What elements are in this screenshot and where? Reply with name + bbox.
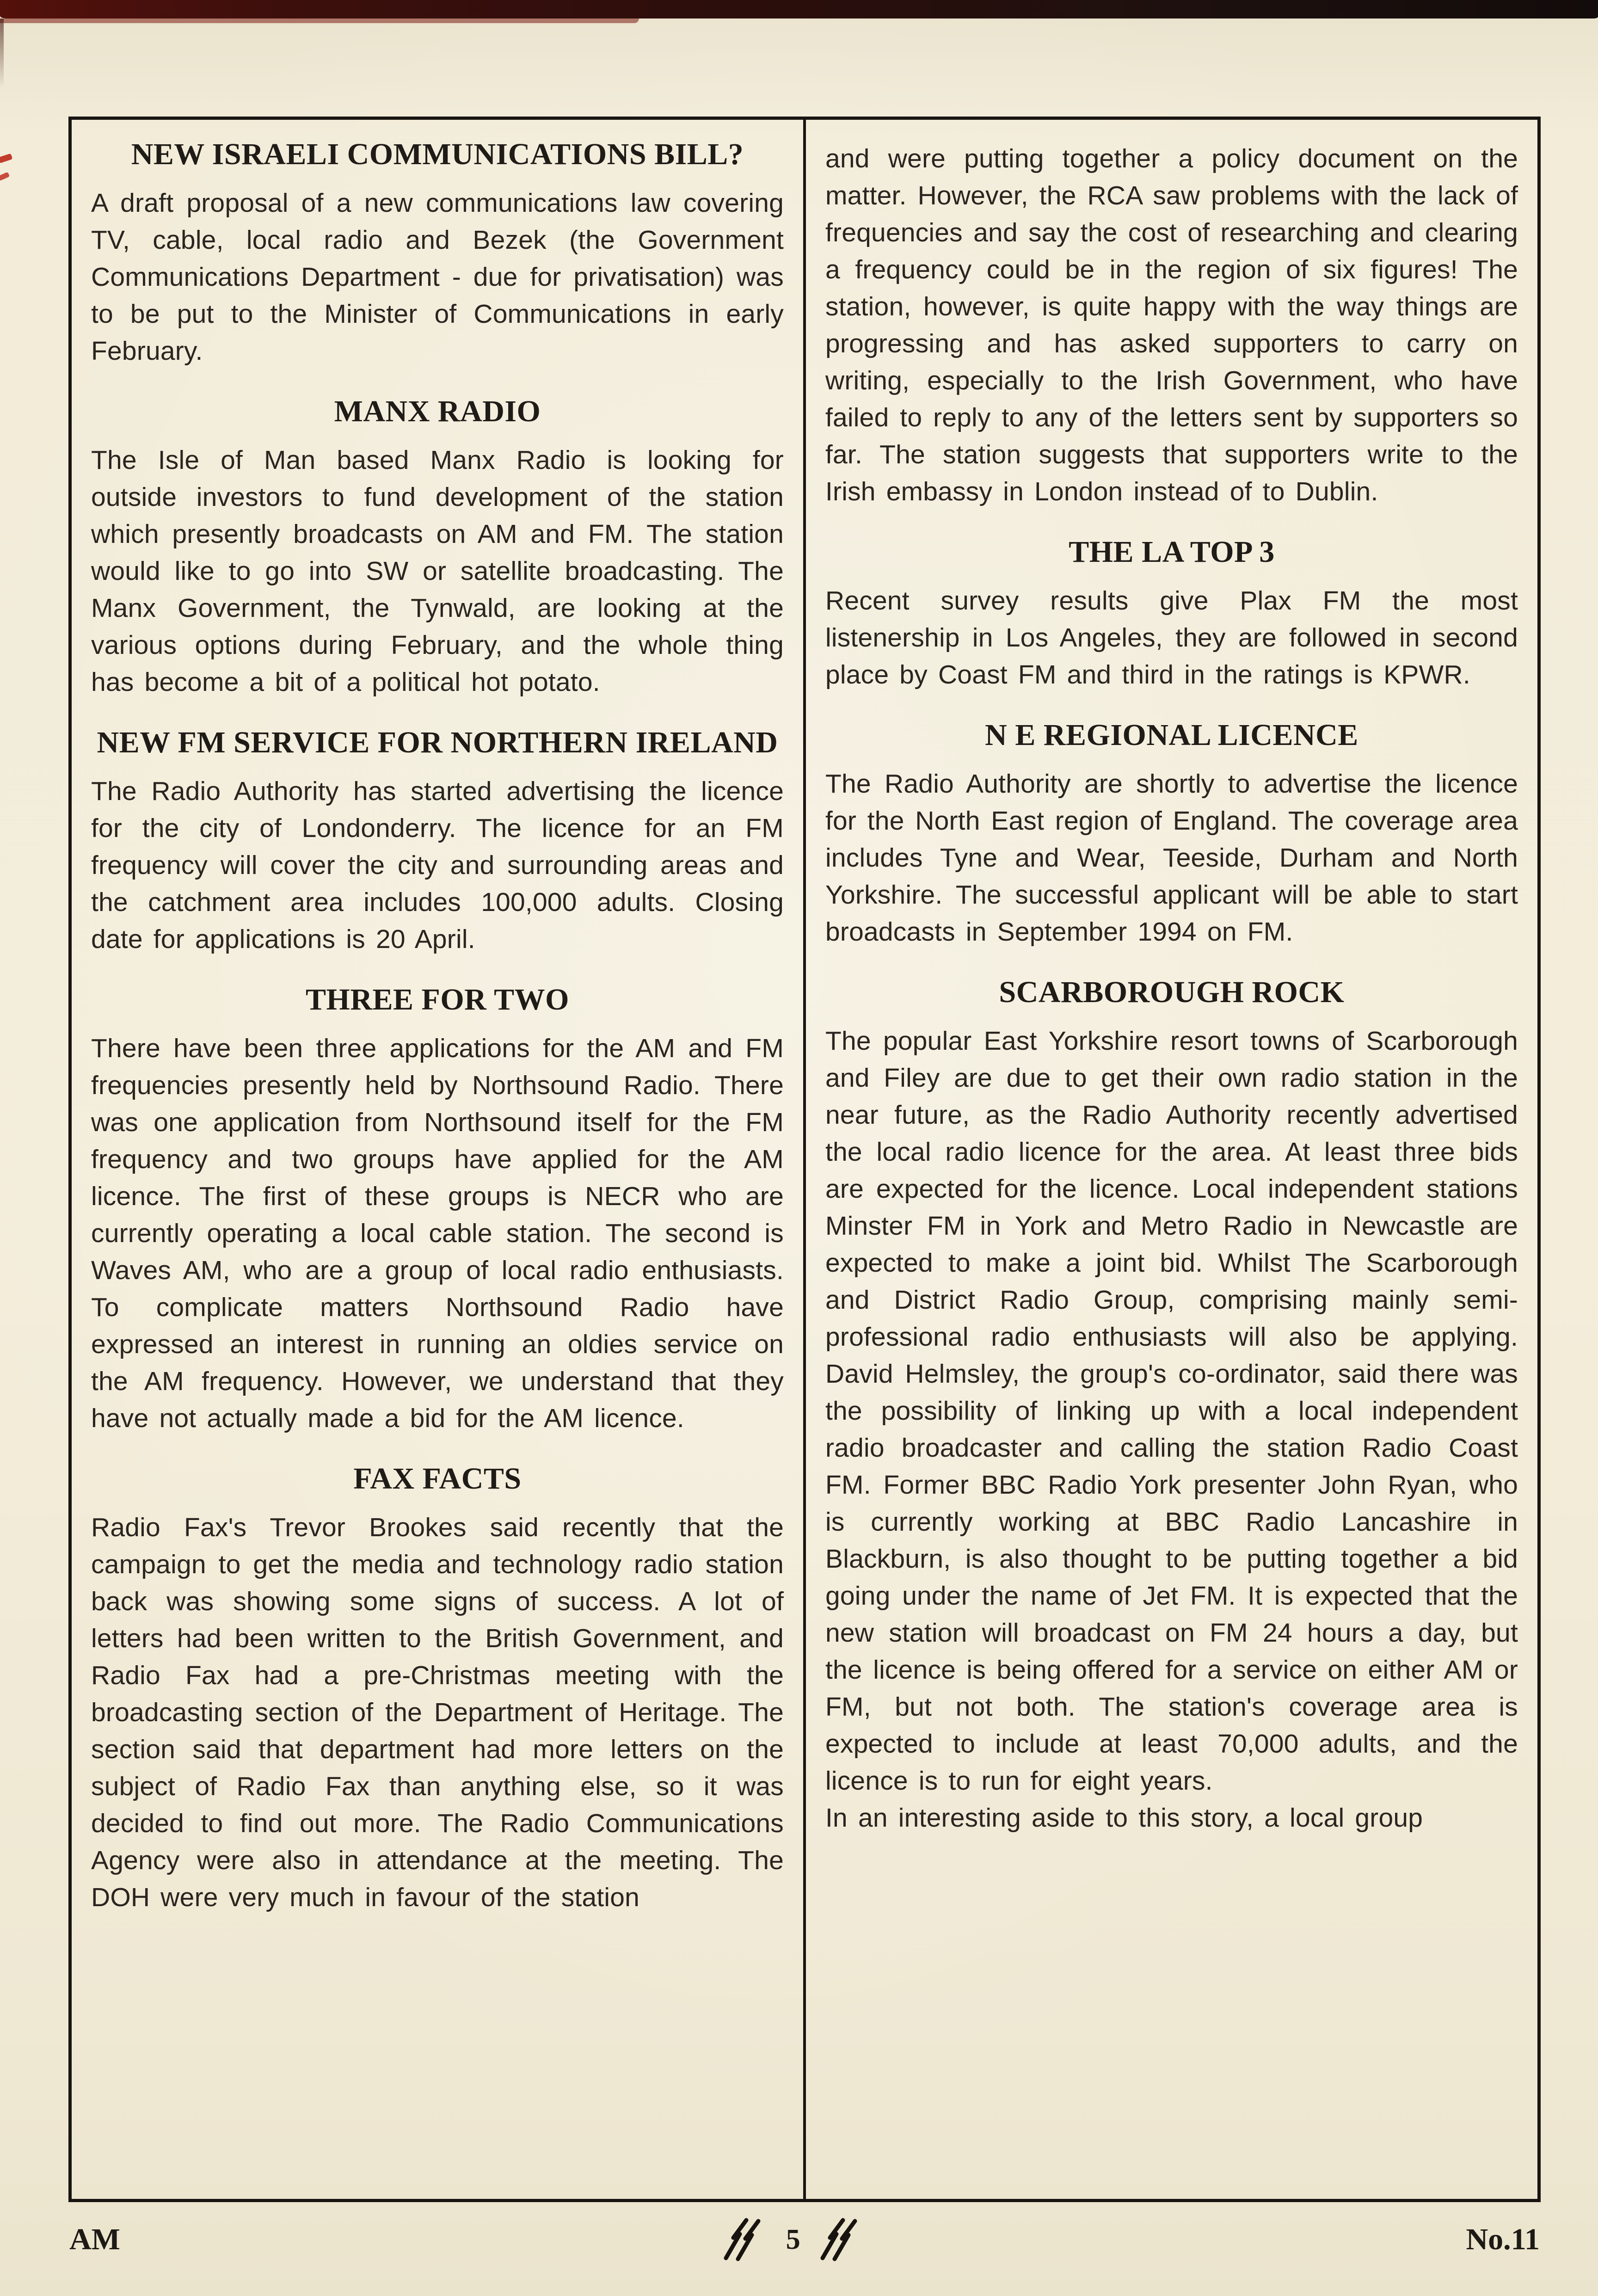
section-paragraph: Radio Fax's Trevor Brookes said recently that the campaign to get the media and technology radio station back was showing some signs of success. A lot of letters had been written to the British Government, and Radio Fax had a pre-Christmas meeting with the broadcasting section of the Department of Heritage. The section said that department had more letters on the subject of Radio Fax than anything else, so it was decided to find out more. The Radio Communications Agency were also in attendance at the meeting. The DOH were very much in favour of the station [91,1513,784,1912]
right-column [806,120,1537,2199]
scan-artifact-red-mark [0,154,12,164]
section-heading: N E REGIONAL LICENCE [985,718,1358,752]
article-the-la-top-3 [825,534,1518,693]
left-column [72,120,803,2199]
page-footer [69,2214,1540,2265]
publication-title: AM [69,2222,120,2256]
article-fax-facts [91,1461,784,1916]
section-paragraph: In an interesting aside to this story, a local group [825,1803,1423,1833]
section-paragraph: A draft proposal of a new communications law covering TV, cable, local radio and Bezek (the Government Communications Department - due for privatisation) was to be put to the Minister of Communications in early February. [91,188,784,366]
section-heading: FAX FACTS [353,1462,522,1496]
continuation-paragraph: and were putting together a policy document on the matter. However, the RCA saw problems with the lack of frequencies and say the cost of researching and clearing a frequency could be in the region of six figures! The station, however, is quite happy with the way things are progressing and has asked supporters to carry on writing, especially to the Irish Government, who have failed to reply to any of the letters sent by supporters so far. The station suggests that supporters write to the Irish embassy in London instead of to Dublin. [825,144,1518,506]
section-heading: SCARBOROUGH ROCK [999,975,1345,1009]
scan-artifact-red-mark [0,172,10,181]
section-heading: NEW FM SERVICE FOR NORTHERN IRELAND [97,726,778,759]
section-heading: MANX RADIO [334,394,541,428]
section-heading: THE LA TOP 3 [1069,535,1275,569]
lightning-doodle-icon [719,2217,770,2262]
article-manx-radio [91,394,784,701]
section-paragraph: The Radio Authority are shortly to advertise the licence for the North East region of England. The coverage area includes Tyne and Wear, Teeside, Durham and North Yorkshire. The successful applicant will be able to start broadcasts in September 1994 on FM. [825,769,1518,947]
page-number-group [719,2217,867,2262]
scan-artifact-left-smudge [0,18,4,88]
page-number: 5 [786,2223,800,2255]
section-paragraph: The Isle of Man based Manx Radio is looking for outside investors to fund development of the station which presently broadcasts on AM and FM. The station would like to go into SW or satellite broadcasting. The Manx Government, the Tynwald, are looking at the various options during February, and the whole thing has become a bit of a political hot potato. [91,445,784,697]
section-paragraph: Recent survey results give Plax FM the most listenership in Los Angeles, they are followed in second place by Coast FM and third in the ratings is KPWR. [825,586,1518,689]
article-new-israeli-communications-bill [91,136,784,369]
lightning-doodle-icon [816,2217,867,2262]
scan-artifact-top-strip [0,0,1598,18]
section-paragraph: The Radio Authority has started advertising the licence for the city of Londonderry. The licence for an FM frequency will cover the city and surrounding areas and the catchment area includes 100,000 adults. Closing date for applications is 20 April. [91,776,784,954]
article-ne-regional-licence [825,717,1518,950]
article-scarborough-rock [825,974,1518,1836]
issue-number: No.11 [1466,2222,1540,2256]
article-new-fm-service-northern-ireland [91,725,784,958]
section-paragraph: The popular East Yorkshire resort towns of Scarborough and Filey are due to get their own radio station in the near future, as the Radio Authority recently advertised the local radio licence for the area. At least three bids are expected for the licence. Local independent stations Minster FM in York and Metro Radio in Newcastle are expected to make a joint bid. Whilst The Scarborough and District Radio Group, comprising mainly semi-professional radio enthusiasts will also be applying. David Helmsley, the group's co-ordinator, said there was the possibility of linking up with a local independent radio broadcaster and calling the station Radio Coast FM. Former BBC Radio York presenter John Ryan, who is currently working at BBC Radio Lancashire in Blackburn, is also thought to be putting together a bid going under the name of Jet FM. It is expected that the new station will broadcast on FM 24 hours a day, but the licence is being offered for a service on either AM or FM, but not both. The station's coverage area is expected to include at least 70,000 adults, and the licence is to run for eight years. [825,1026,1518,1796]
section-heading: THREE FOR TWO [305,983,570,1016]
article-three-for-two [91,982,784,1437]
content-frame [68,117,1541,2202]
section-paragraph: There have been three applications for the AM and FM frequencies presently held by Northsound Radio. There was one application from Northsound itself for the FM frequency and two groups have applied for the AM licence. The first of these groups is NECR who are currently operating a local cable station. The second is Waves AM, who are a group of local radio enthusiasts. To complicate matters Northsound Radio have expressed an interest in running an oldies service on the AM frequency. However, we understand that they have not actually made a bid for the AM licence. [91,1034,784,1433]
section-heading: NEW ISRAELI COMMUNICATIONS BILL? [131,137,744,171]
